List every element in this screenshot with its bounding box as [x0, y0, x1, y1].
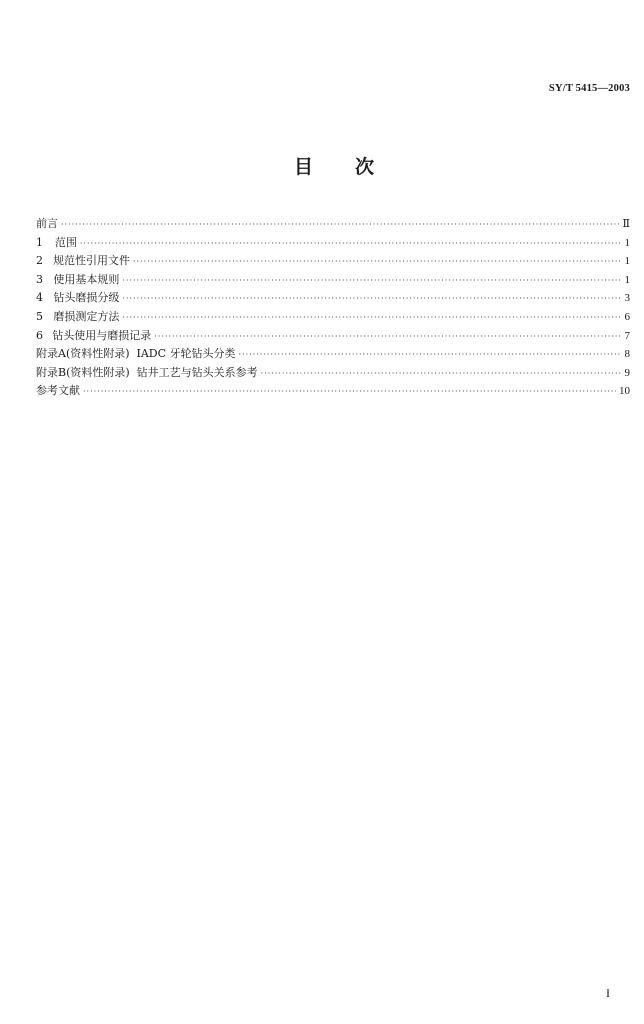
toc-entry-page: 3	[624, 292, 630, 305]
toc-entry-number: 5	[36, 309, 43, 323]
toc-entry-number: 4	[36, 291, 43, 305]
toc-entry-page: 1	[624, 273, 630, 286]
toc-entry-2[interactable]	[36, 252, 630, 271]
title-char-2: 次	[355, 156, 375, 178]
toc-leader-dots	[80, 235, 622, 254]
toc-leader-dots	[122, 290, 621, 309]
toc-entry-page: 7	[624, 329, 630, 342]
toc-entry-label: 前言	[36, 217, 58, 230]
toc-entry-foreword[interactable]	[36, 215, 630, 234]
toc-entry-3[interactable]	[36, 271, 630, 290]
toc-leader-dots	[61, 216, 620, 235]
page-title	[294, 152, 374, 179]
toc-entry-label: 规范性引用文件	[53, 254, 131, 268]
toc-entry-appendix-b[interactable]	[36, 364, 630, 383]
page-number: I	[606, 986, 610, 1000]
toc-leader-dots	[122, 309, 621, 328]
toc-leader-dots	[133, 253, 621, 272]
table-of-contents	[36, 215, 630, 401]
toc-entry-number: 1	[36, 235, 43, 249]
toc-entry-label: 附录B(资料性附录) 钻井工艺与钻头关系参考	[36, 365, 258, 379]
toc-leader-dots	[261, 365, 622, 384]
toc-entry-1[interactable]	[36, 234, 630, 253]
title-char-1: 目	[294, 156, 314, 178]
toc-entry-4[interactable]	[36, 289, 630, 308]
toc-entry-label: 钻头使用与磨损记录	[52, 328, 152, 342]
toc-entry-page: 1	[624, 236, 630, 249]
toc-entry-number: 2	[36, 254, 43, 268]
toc-entry-number: 6	[36, 328, 43, 342]
toc-entry-page: 1	[624, 255, 630, 268]
toc-entry-label: 范围	[54, 235, 77, 249]
toc-entry-label: 附录A(资料性附录) IADC 牙轮钻头分类	[36, 347, 236, 361]
toc-entry-page: 8	[624, 348, 630, 361]
toc-entry-page: 9	[624, 366, 630, 379]
toc-entry-appendix-a[interactable]	[36, 345, 630, 364]
toc-leader-dots	[239, 346, 622, 365]
toc-entry-label: 磨损测定方法	[53, 309, 120, 323]
toc-entry-number: 3	[36, 272, 43, 286]
toc-entry-page: 6	[624, 310, 630, 323]
toc-entry-page: 10	[619, 385, 630, 398]
toc-entry-label: 使用基本规则	[53, 272, 120, 286]
toc-entry-6[interactable]	[36, 327, 630, 346]
toc-entry-label: 参考文献	[36, 384, 80, 398]
toc-leader-dots	[122, 272, 621, 291]
toc-entry-references[interactable]	[36, 382, 630, 401]
toc-entry-page: Ⅱ	[622, 218, 630, 230]
toc-leader-dots	[83, 383, 616, 402]
toc-entry-5[interactable]	[36, 308, 630, 327]
toc-entry-label: 钻头磨损分级	[53, 291, 120, 305]
toc-leader-dots	[154, 328, 621, 347]
standard-number: SY/T 5415—2003	[548, 83, 630, 94]
